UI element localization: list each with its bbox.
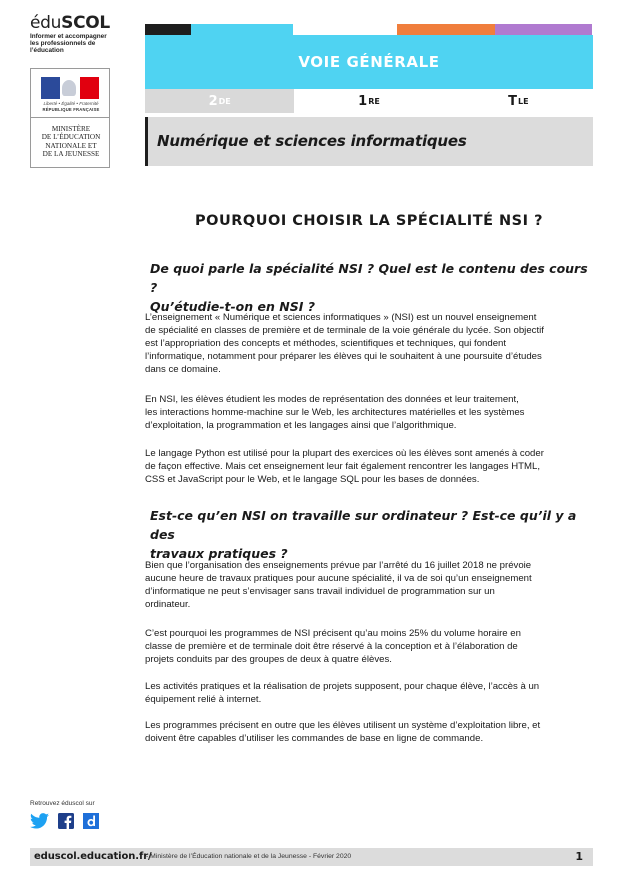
eduscol-logo bbox=[30, 14, 125, 54]
page-title: POURQUOI CHOISIR LA SPÉCIALITÉ NSI ? bbox=[195, 213, 543, 229]
marianne-flag-icon bbox=[41, 77, 99, 99]
stripe-orange bbox=[397, 24, 495, 35]
paragraph-5: C’est pourquoi les programmes de NSI précisent qu’au moins 25% du volume horaire en classe de première et de terminale doit être réservé à la conception et à l’élaboration de projets conduits par des groupes de deux à quatre élèves. bbox=[145, 628, 521, 665]
subject-title: Numérique et sciences informatiques bbox=[157, 132, 467, 150]
footer-site-link[interactable]: eduscol.education.fr/ bbox=[34, 851, 152, 862]
stripe-cyan bbox=[191, 24, 293, 35]
republic-motto: Liberté • Égalité • Fraternité bbox=[43, 101, 99, 106]
dailymotion-icon[interactable] bbox=[83, 813, 99, 829]
level-seconde: 2 DE bbox=[145, 89, 294, 113]
ministry-logo bbox=[30, 68, 110, 168]
paragraph-7: Les programmes précisent en outre que les élèves utilisent un système d’exploitation libre, et doivent être capables d’utiliser les commandes de base en ligne de commande. bbox=[145, 720, 541, 744]
ministry-name: MINISTÈRE DE L’ÉDUCATION NATIONALE ET DE LA JEUNESSE bbox=[41, 125, 101, 159]
track-banner bbox=[145, 35, 593, 89]
logo-divider bbox=[31, 117, 109, 118]
paragraph-3: Le langage Python est utilisé pour la plupart des exercices où les élèves sont amenés à coder de façon effective. Mais cet enseignement leur fait également rencontrer les langages HTML, CSS et JavaScript pour le Web, et le langage SQL pour les bases de données. bbox=[145, 448, 544, 485]
paragraph-1: L’enseignement « Numérique et sciences informatiques » (NSI) est un nouvel enseignement de spécialité en classes de première et de terminale de la voie générale du lycée. Son objectif est l’appropriation des concepts et méthodes, scientifiques et techniques, qui fondent l’informatique, notamment pour préparer les élèves qui le souhaitent à une poursuite d’études dans ce domaine. bbox=[145, 312, 544, 375]
social-caption: Retrouvez éduscol sur bbox=[30, 800, 95, 807]
paragraph-2: En NSI, les élèves étudient les modes de représentation des données et leur traitement, les interactions homme-machine sur le Web, les architectures matérielles et les systèmes d’exploitation, la programmation et les langages ainsi que l’algorithmique. bbox=[145, 394, 525, 431]
level-premiere: 1 RE bbox=[358, 93, 380, 109]
footer-bar bbox=[30, 848, 593, 866]
subject-banner bbox=[145, 117, 593, 166]
facebook-icon[interactable] bbox=[58, 813, 74, 829]
footer-credit: - Ministère de l’Éducation nationale et de la Jeunesse - Février 2020 bbox=[146, 853, 352, 860]
brand-tagline: Informer et accompagner les professionnels de l’éducation bbox=[30, 33, 107, 54]
paragraph-6: Les activités pratiques et la réalisation de projets supposent, pour chaque élève, l’accès à un équipement relié à internet. bbox=[145, 681, 540, 705]
question-heading-1: De quoi parle la spécialité NSI ? Quel est le contenu des cours ? Qu’étudie-t-on en NSI ? bbox=[150, 261, 588, 314]
twitter-icon[interactable] bbox=[30, 813, 49, 829]
brand-name: éduSCOL bbox=[30, 13, 110, 33]
page-number: 1 bbox=[575, 850, 583, 863]
republic-name: RÉPUBLIQUE FRANÇAISE bbox=[42, 107, 100, 112]
level-bar bbox=[145, 89, 593, 113]
level-terminale: T LE bbox=[508, 93, 529, 109]
social-links bbox=[30, 813, 99, 829]
stripe-black bbox=[145, 24, 191, 35]
stripe-purple bbox=[495, 24, 592, 35]
track-title: VOIE GÉNÉRALE bbox=[298, 53, 440, 71]
question-heading-2: Est-ce qu’en NSI on travaille sur ordinateur ? Est-ce qu’il y a des travaux pratiques ? bbox=[150, 508, 577, 561]
paragraph-4: Bien que l’organisation des enseignements prévue par l’arrêté du 16 juillet 2018 ne prévoie aucune heure de travaux pratiques pour aucune spécialité, il va de soi qu’un enseignement d’informatique ne peut s’envisager sans travail individuel de programmation sur un ordinateur. bbox=[145, 560, 532, 610]
